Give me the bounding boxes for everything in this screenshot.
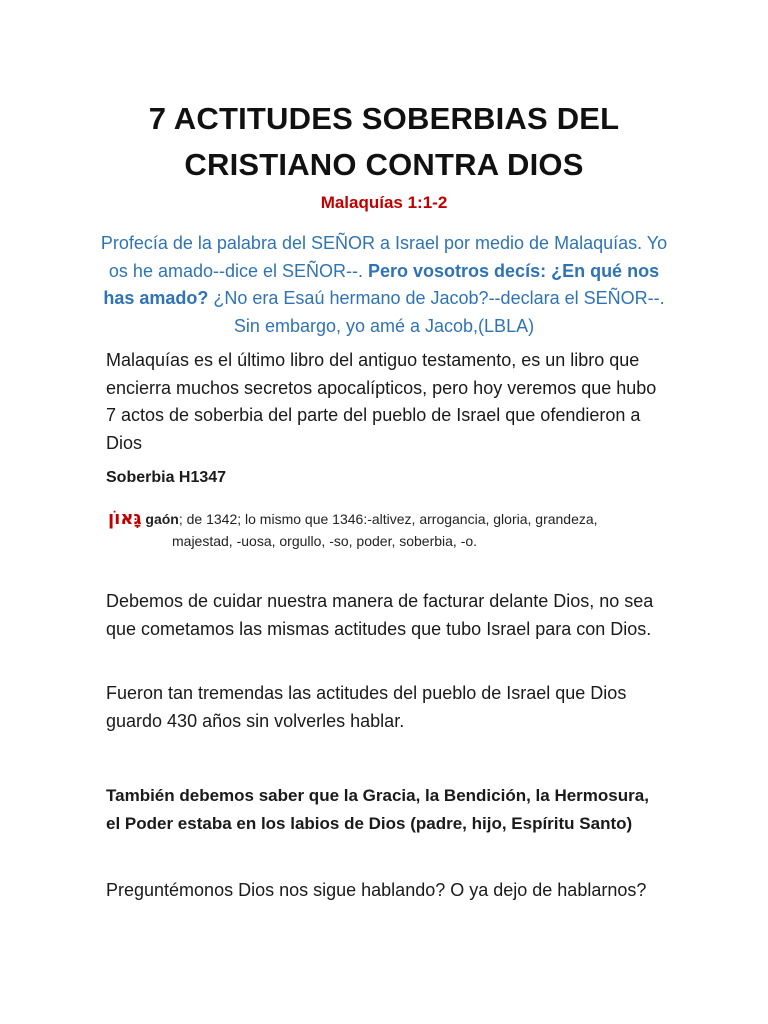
lexicon-definition-line1: ; de 1342; lo mismo que 1346:-altivez, arrogancia, gloria, grandeza, xyxy=(178,511,598,527)
paragraph-intro: Malaquías es el último libro del antiguo testamento, es un libro que encierra muchos secretos apocalípticos, pero hoy veremos que hubo 7 actos de soberbia del parte del pueblo de Israel que ofendieron a Dios xyxy=(106,350,657,453)
transliteration: gaón xyxy=(145,511,179,527)
scripture-verse xyxy=(96,230,672,340)
hebrew-word: גָּאוֹן xyxy=(108,508,142,529)
paragraph-grace: También debemos saber que la Gracia, la Bendición, la Hermosura, el Poder estaba en los labios de Dios (padre, hijo, Espíritu Santo) xyxy=(106,786,649,833)
paragraph-question: Preguntémonos Dios nos sigue hablando? O ya dejo de hablarnos? xyxy=(106,880,647,900)
lexicon-definition-line2: majestad, -uosa, orgullo, -so, poder, soberbia, -o. xyxy=(172,533,478,549)
lexicon-entry xyxy=(108,508,668,552)
section-heading: Soberbia H1347 xyxy=(106,469,227,486)
paragraph-silence: Fueron tan tremendas las actitudes del pueblo de Israel que Dios guardo 430 años sin volverles hablar. xyxy=(106,683,627,731)
paragraph-caution: Debemos de cuidar nuestra manera de facturar delante Dios, no sea que cometamos las mismas actitudes que tubo Israel para con Dios. xyxy=(106,591,654,639)
verse-text-part2: ¿No era Esaú hermano de Jacob?--declara el SEÑOR--. Sin embargo, yo amé a Jacob,(LBLA) xyxy=(208,288,665,336)
scripture-reference: Malaquías 1:1-2 xyxy=(320,193,448,212)
verse-text-bold: Pero vosotros decís: ¿En qué nos has amado? xyxy=(103,260,660,308)
document-title: 7 ACTITUDES SOBERBIAS DEL CRISTIANO CONTRA DIOS xyxy=(148,101,620,182)
verse-text-part1: Profecía de la palabra del SEÑOR a Israel por medio de Malaquías. Yo os he amado--dice el SEÑOR--. xyxy=(100,233,668,281)
